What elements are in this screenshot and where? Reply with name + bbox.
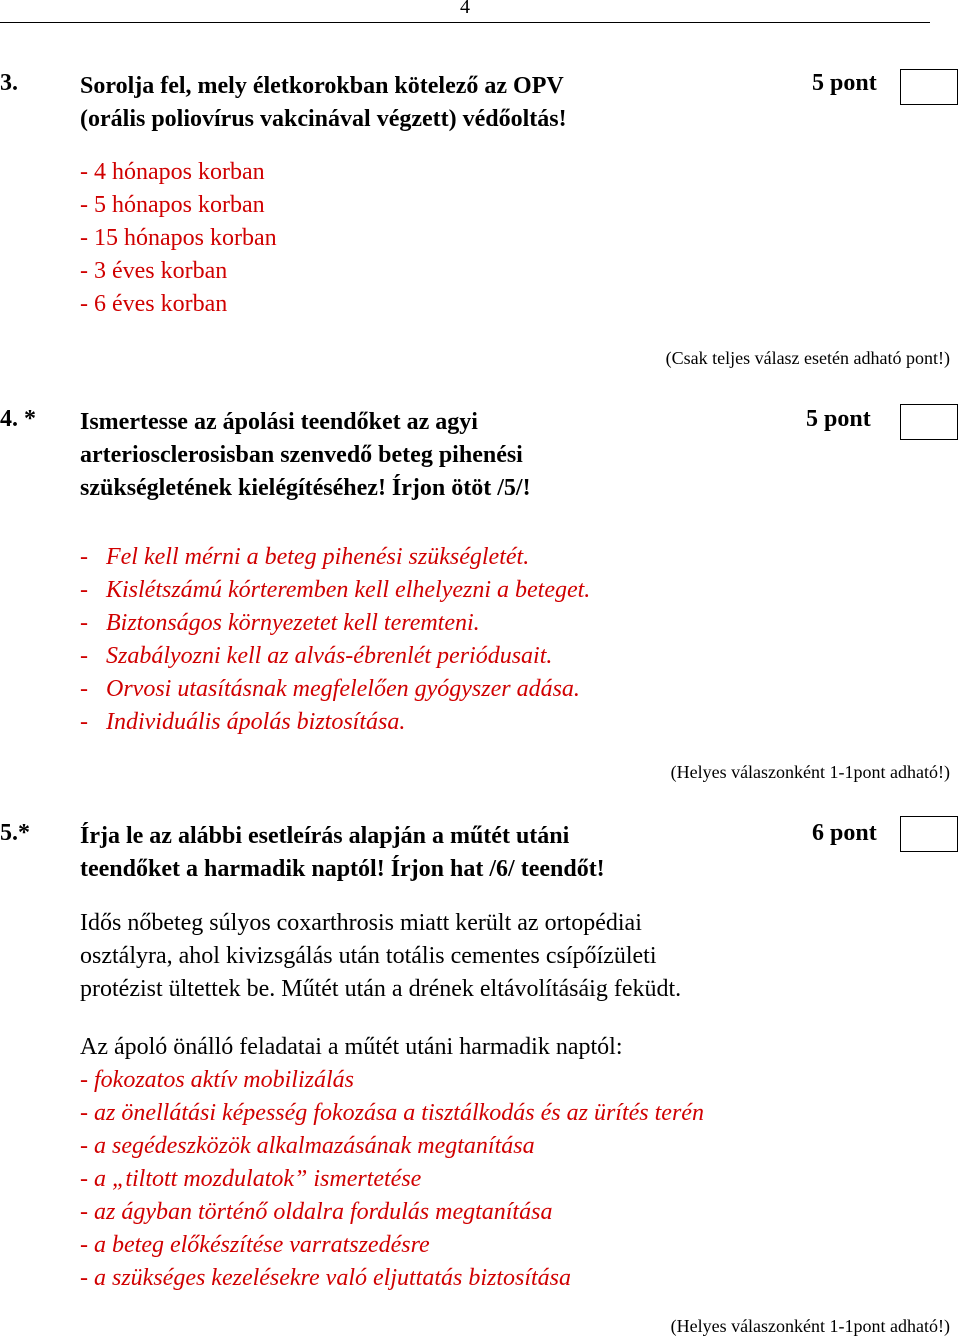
q4-scoring-note: (Helyes válaszonként 1-1pont adható!)	[670, 762, 950, 782]
answer-item: - a beteg előkészítése varratszedésre	[80, 1232, 430, 1258]
case-line: Idős nőbeteg súlyos coxarthrosis miatt került az ortopédiai	[80, 910, 642, 936]
q5-number: 5.*	[0, 820, 30, 846]
q4-number: 4. *	[0, 406, 36, 432]
q3-question-line: (orális poliovírus vakcinával végzett) védőoltás!	[80, 106, 567, 132]
q4-points: 5 pont	[806, 406, 871, 432]
q4-question-line: szükségletének kielégítéséhez! Írjon ötöt /5/!	[80, 475, 531, 501]
answer-item: - Orvosi utasításnak megfelelően gyógyszer adása.	[80, 676, 580, 702]
answer-item: - 5 hónapos korban	[80, 192, 265, 218]
q5-case-description	[80, 907, 681, 1006]
answer-item: - Biztonságos környezetet kell teremteni.	[80, 610, 480, 636]
q4-question-line: Ismertesse az ápolási teendőket az agyi	[80, 409, 478, 435]
q5-question	[80, 820, 605, 886]
q4-question-line: arteriosclerosisban szenvedő beteg pihenési	[80, 442, 523, 468]
q5-answer-list	[80, 1064, 704, 1295]
q5-scoring-note: (Helyes válaszonként 1-1pont adható!)	[670, 1316, 950, 1336]
case-line: osztályra, ahol kivizsgálás után totális cementes csípőízületi	[80, 943, 657, 969]
q5-answer-intro: Az ápoló önálló feladatai a műtét utáni harmadik naptól:	[80, 1034, 623, 1060]
page-number: 4	[460, 0, 470, 18]
q3-answer-list	[80, 156, 277, 321]
answer-item: - a segédeszközök alkalmazásának megtanítása	[80, 1133, 535, 1159]
case-line: protézist ültettek be. Műtét után a drének eltávolításáig feküdt.	[80, 976, 682, 1002]
q4-answer-list	[80, 541, 590, 739]
q5-question-line: teendőket a harmadik naptól! Írjon hat /6/ teendőt!	[80, 856, 605, 882]
answer-item: - 3 éves korban	[80, 258, 228, 284]
q4-score-box[interactable]	[900, 404, 958, 440]
q3-question-line: Sorolja fel, mely életkorokban kötelező az OPV	[80, 73, 564, 99]
answer-item: - a szükséges kezelésekre való eljuttatás biztosítása	[80, 1265, 572, 1291]
q4-question	[80, 406, 531, 505]
header-rule	[0, 22, 930, 23]
answer-item: - az önellátási képesség fokozása a tisztálkodás és az ürítés terén	[80, 1100, 704, 1126]
q3-points: 5 pont	[812, 70, 877, 96]
q5-question-line: Írja le az alábbi esetleírás alapján a műtét utáni	[80, 823, 570, 849]
answer-item: - a „tiltott mozdulatok” ismertetése	[80, 1166, 422, 1192]
q3-question	[80, 70, 567, 136]
q3-number: 3.	[0, 70, 18, 96]
q5-score-box[interactable]	[900, 816, 958, 852]
answer-item: - 4 hónapos korban	[80, 159, 265, 185]
answer-item: - Individuális ápolás biztosítása.	[80, 709, 406, 735]
q3-scoring-note: (Csak teljes válasz esetén adható pont!)	[665, 348, 950, 368]
answer-item: - 6 éves korban	[80, 291, 228, 317]
q5-points: 6 pont	[812, 820, 877, 846]
answer-item: - az ágyban történő oldalra fordulás megtanítása	[80, 1199, 553, 1225]
answer-item: - Fel kell mérni a beteg pihenési szükségletét.	[80, 544, 530, 570]
answer-item: - 15 hónapos korban	[80, 225, 277, 251]
q3-score-box[interactable]	[900, 69, 958, 105]
answer-item: - Szabályozni kell az alvás-ébrenlét periódusait.	[80, 643, 553, 669]
answer-item: - fokozatos aktív mobilizálás	[80, 1067, 354, 1093]
answer-item: - Kislétszámú kórteremben kell elhelyezni a beteget.	[80, 577, 591, 603]
